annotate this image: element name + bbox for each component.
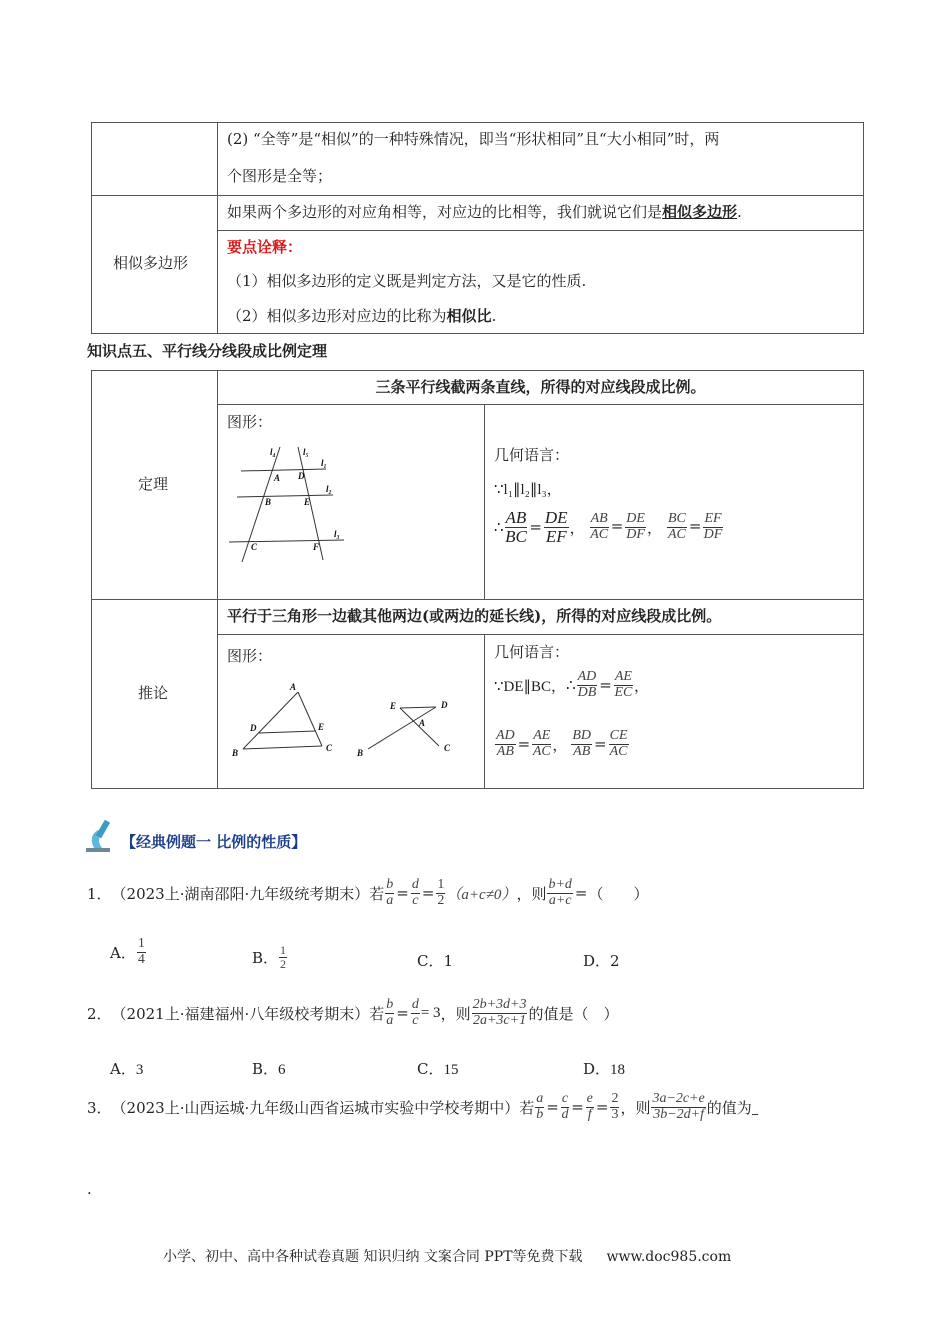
corollary-figure-label: 图形： [227, 647, 273, 665]
figure-segment [243, 692, 298, 749]
math-term: c [412, 1012, 419, 1028]
math-term: ， [646, 518, 662, 537]
math-term: D． [583, 1060, 611, 1078]
fraction [614, 670, 633, 700]
question-1: 1． （2023上·湖南邵阳·九年级统考期末）若 $\frac{b}{a}$ = $\frac{d}{c}$ = $\frac{1}{2}$ （a+c≠0） ，则 $\frac{b+d}{a+c}$ = （ ） [87, 877, 649, 908]
math-term: b+d [548, 877, 572, 892]
fraction [411, 998, 420, 1028]
corollary-ratios: $\frac{AD}{AB}$ = $\frac{AE}{AC}$ ， $\frac{BD}{AB}$ = $\frac{CE}{AC}$ [496, 728, 628, 759]
question-3: 3． （2023上·山西运城·九年级山西省运城市实验中学校考期中）若 $\frac{a}{b}$ = $\frac{c}{d}$ = $\frac{e}{f}$ = $\frac{2}{3}$ ，则 $\frac{3a-2c+e}{3b-2d+f}$ 的值为 [87, 1092, 758, 1122]
label-A: A [274, 473, 281, 483]
math-term: （2023上·山西运城·九年级山西省运城市实验中学校考期中）若 [111, 1098, 535, 1117]
q2-option-c[interactable] [417, 1058, 458, 1079]
math-term: B． [252, 1060, 279, 1078]
figure-label: D [441, 700, 448, 710]
math-term: AB [505, 508, 527, 527]
fraction [436, 878, 445, 908]
fraction [544, 509, 569, 546]
math-term: A． [110, 943, 136, 962]
q1-option-c[interactable] [417, 950, 453, 971]
corollary-geo-label: 几何语言： [494, 643, 570, 661]
math-term: 2 [610, 952, 620, 970]
fraction [535, 1092, 544, 1122]
label-D: D [298, 471, 305, 481]
math-term: 2 [437, 892, 445, 908]
fraction [532, 729, 551, 759]
label-l5: l₅ [303, 447, 309, 457]
math-term: DE [626, 511, 645, 527]
math-term: 3a−2c+e [652, 1091, 705, 1106]
figure-label: B [357, 748, 364, 758]
example-heading: 【经典例题一 比例的性质】 [121, 833, 307, 851]
math-term: AD [577, 669, 597, 684]
math-term: AB [496, 743, 514, 759]
label-l1: l₁ [321, 458, 327, 468]
triangle-figures [215, 634, 483, 788]
math-term: AE [533, 728, 551, 743]
line-l4 [242, 447, 280, 562]
math-term: BD [572, 728, 592, 743]
math-term: D． [583, 952, 611, 970]
theorem-ratios: ∴ $\frac{AB}{BC}$ = $\frac{DE}{EF}$ ， $\frac{AB}{AC}$ = $\frac{DE}{DF}$ ， $\frac{BC}{AC}$ = $\frac{EF}{DF}$ [494, 508, 723, 546]
therefore-symbol: ∴ [494, 518, 504, 537]
fraction [137, 937, 146, 967]
label-B: B [265, 497, 272, 507]
fraction [411, 878, 420, 908]
math-term: AC [532, 743, 551, 759]
math-term: DF [703, 526, 723, 542]
figure-label: E [318, 722, 325, 732]
notes-title: 要点诠释： [227, 238, 303, 256]
figure-segment [368, 707, 436, 749]
math-term: EF [545, 526, 567, 546]
fraction [610, 1092, 619, 1122]
congruent-note-line2: 个图形是全等； [227, 167, 333, 185]
fraction [651, 1092, 705, 1122]
math-term: EC [614, 684, 633, 700]
math-term: A． [110, 1060, 136, 1078]
label-l2: l₂ [326, 484, 332, 494]
math-term: c [561, 1091, 569, 1106]
math-term: 2a+3c+1 [472, 1012, 527, 1028]
line-l1 [241, 469, 326, 471]
note-2-text: （2）相似多边形对应边的比称为 [227, 307, 447, 325]
label-C: C [251, 542, 258, 552]
question-2: 2． （2021上·福建福州·八年级校考期末）若 $\frac{b}{a}$ = $\frac{d}{c}$ = 3 ，则 $\frac{2b+3d+3}{2a+3c+1}$ 的值是（ ） [87, 997, 619, 1028]
math-term: BC [667, 511, 686, 527]
math-term: AC [590, 526, 609, 542]
figure-label: C [326, 743, 333, 753]
math-term: 1 [280, 943, 287, 957]
label-E: E [304, 497, 311, 507]
line-l2 [237, 495, 333, 497]
math-term: （a+c≠0） [446, 886, 517, 903]
definition-text: 如果两个多边形的对应角相等，对应边的比相等，我们就说它们是 [227, 203, 663, 221]
fraction [590, 512, 609, 542]
math-term: 1 [437, 877, 445, 892]
math-term: d [411, 877, 419, 892]
math-term: 3 [135, 1062, 144, 1078]
theorem-given: ∵l₁∥l₂∥l₃， [494, 482, 562, 498]
figure-label: A [419, 718, 426, 728]
math-term: CE [609, 728, 628, 743]
math-term: 3． [87, 1098, 112, 1117]
math-term: e [586, 1091, 593, 1106]
answer-blank[interactable] [752, 1100, 758, 1115]
math-term: C． [417, 1060, 444, 1078]
math-term: ，则 [620, 1098, 651, 1117]
math-term: 2 [280, 956, 287, 971]
definition-suffix: . [737, 203, 742, 221]
footer-text: 小学、初中、高中各种试卷真题 知识归纳 文案合同 PPT等免费下载 [163, 1249, 583, 1265]
fraction [703, 512, 722, 542]
math-term: b [386, 997, 394, 1012]
math-term: ∴ [566, 676, 576, 695]
line-l3 [229, 540, 344, 542]
line-l5 [298, 447, 323, 560]
q1-option-d[interactable] [583, 950, 620, 971]
math-term: a+c [548, 892, 572, 908]
similar-polygon-label: 相似多边形 [113, 254, 189, 272]
math-term: DB [577, 684, 597, 700]
figure-label: E [390, 701, 397, 711]
q2-option-a[interactable] [110, 1058, 143, 1079]
fraction [547, 878, 572, 908]
math-term: AB [573, 743, 591, 759]
math-term: 6 [278, 1062, 286, 1078]
note-2 [227, 305, 496, 326]
theorem-geo-label: 几何语言： [494, 446, 570, 464]
math-term: a [536, 1091, 544, 1106]
label-l4: l₄ [270, 447, 276, 457]
math-term: 1 [443, 952, 454, 970]
math-term: DE [544, 508, 568, 527]
theorem-figure-label: 图形： [227, 413, 273, 431]
figure-segment [243, 746, 322, 749]
fraction [472, 998, 528, 1028]
math-term: a [386, 892, 394, 908]
math-term: 的值为 [706, 1098, 752, 1117]
math-term: 的值是（ ） [528, 1004, 619, 1023]
math-term: d [411, 997, 419, 1012]
corollary-statement: 平行于三角形一边截其他两边(或两边的延长线)，所得的对应线段成比例。 [227, 607, 722, 625]
math-term: （2021上·福建福州·八年级校考期末）若 [111, 1004, 385, 1023]
label-F: F [313, 542, 320, 552]
math-term: 1 [137, 936, 145, 951]
trailing-period: . [87, 1180, 92, 1198]
footer-url[interactable]: www.doc985.com [606, 1249, 732, 1265]
note-2-suffix: . [491, 307, 497, 325]
figure-segment [259, 731, 316, 733]
corollary-label: 推论 [138, 684, 169, 702]
fraction [667, 512, 687, 542]
fraction [385, 998, 394, 1028]
fraction [385, 878, 394, 908]
theorem-statement: 三条平行线截两条直线，所得的对应线段成比例。 [375, 378, 706, 396]
math-term: AC [609, 743, 628, 759]
fraction [505, 509, 528, 546]
math-term: 3 [611, 1106, 619, 1122]
math-term: AE [614, 669, 632, 684]
q2-option-d[interactable] [583, 1058, 625, 1079]
fraction [586, 1092, 594, 1122]
similar-polygon-definition [227, 201, 742, 222]
math-term: AB [590, 511, 608, 527]
math-term: a [386, 1012, 394, 1028]
q1-option-b[interactable] [252, 944, 288, 970]
math-term: ， [569, 518, 585, 537]
math-term: C． [417, 952, 444, 970]
figure-label: A [290, 682, 297, 692]
note-1: （1）相似多边形的定义既是判定方法，又是它的性质. [227, 272, 587, 290]
figure-label: C [444, 743, 451, 753]
footer [163, 1246, 731, 1266]
math-term: ，则 [440, 1004, 471, 1023]
fraction [279, 944, 287, 970]
math-term: 3b−2d+f [653, 1106, 705, 1122]
math-term: B． [252, 948, 279, 967]
figure-label: D [250, 723, 257, 733]
math-term: ∵DE∥BC， [494, 678, 567, 695]
math-term: 2b+3d+3 [472, 997, 527, 1012]
note-2-term: 相似比 [446, 307, 492, 325]
math-term: d [561, 1106, 569, 1122]
fraction [609, 729, 629, 759]
fraction [495, 729, 516, 759]
math-term: b [386, 877, 394, 892]
section-heading: 知识点五、平行线分线段成比例定理 [87, 342, 328, 360]
theorem-label: 定理 [138, 475, 169, 493]
math-term: DF [626, 526, 645, 542]
congruent-note-line1: (2) “全等”是“相似”的一种特殊情况，即当“形状相同”且“大小相同”时，两 [227, 130, 720, 148]
math-term: 1． [87, 884, 112, 903]
math-term: ，则 [516, 884, 547, 903]
figure-label: B [232, 748, 239, 758]
math-term: f [587, 1106, 592, 1122]
fraction [577, 670, 598, 700]
q2-option-b[interactable] [252, 1058, 286, 1079]
math-term: c [412, 892, 419, 908]
math-term: 2． [87, 1004, 112, 1023]
fraction [571, 729, 592, 759]
math-term: 15 [443, 1062, 459, 1078]
math-term: 2 [611, 1091, 619, 1106]
math-term: EF [704, 511, 722, 527]
figure-segment [400, 707, 436, 708]
parallel-lines-figure [215, 400, 483, 598]
fraction [625, 512, 646, 542]
math-term: （2023上·湖南邵阳·九年级统考期末）若 [111, 884, 385, 903]
math-term: = 3 [420, 1004, 441, 1021]
label-l3: l₃ [334, 529, 340, 539]
math-term: ， [552, 735, 568, 754]
figure-segment [298, 692, 325, 746]
q1-option-a[interactable] [110, 937, 147, 967]
definition-term: 相似多边形 [662, 203, 738, 221]
math-term: ， [633, 676, 649, 695]
math-term: 4 [137, 951, 145, 967]
math-term: BC [505, 526, 527, 546]
corollary-given: ∵DE∥BC， ∴ $\frac{AD}{DB}$ = $\frac{AE}{EC}$ ， [494, 669, 649, 700]
fraction [561, 1092, 569, 1122]
math-term: AC [667, 526, 686, 542]
math-term: （ ） [588, 884, 649, 903]
math-term: b [536, 1106, 544, 1122]
math-term: 18 [610, 1062, 626, 1078]
math-term: AD [496, 728, 515, 743]
microscope-icon [84, 816, 124, 856]
